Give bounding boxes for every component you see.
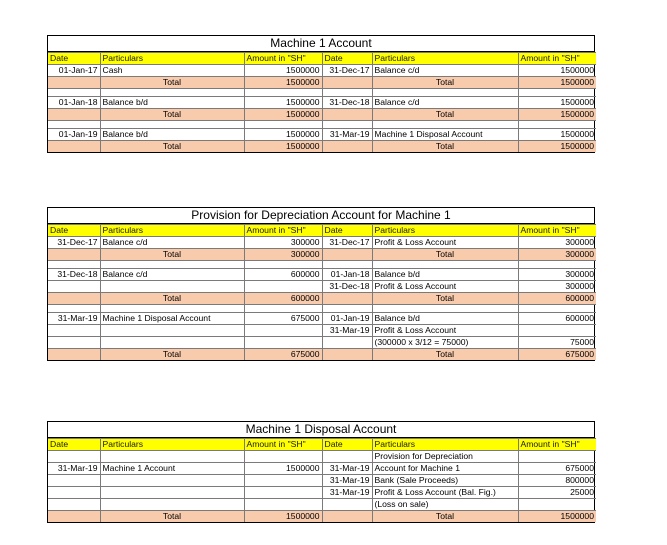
table-cell: Total (100, 109, 244, 121)
table-cell: 01-Jan-19 (48, 129, 100, 141)
total-row (48, 293, 596, 305)
table-cell (322, 499, 372, 511)
machine-1-disposal-ledger (47, 421, 595, 523)
table-cell (322, 337, 372, 349)
empty-cell (100, 89, 244, 97)
empty-cell (322, 261, 372, 269)
table-cell: Total (372, 293, 518, 305)
column-header: Amount in "SH" (518, 439, 596, 451)
table-cell: Account for Machine 1 (372, 463, 518, 475)
table-cell: (300000 x 3/12 = 75000) (372, 337, 518, 349)
empty-cell (244, 305, 322, 313)
table-cell (244, 451, 322, 463)
empty-cell (322, 89, 372, 97)
table-cell (48, 109, 100, 121)
table-cell: 31-Dec-18 (322, 281, 372, 293)
empty-cell (100, 261, 244, 269)
empty-cell (48, 121, 100, 129)
table-cell (244, 487, 322, 499)
table-cell: 31-Dec-17 (322, 237, 372, 249)
table-cell: 25000 (518, 487, 596, 499)
table-cell: 1500000 (518, 129, 596, 141)
table-row (48, 281, 596, 293)
column-header: Date (322, 439, 372, 451)
table-cell (48, 349, 100, 361)
table-cell (322, 109, 372, 121)
header-row (48, 53, 596, 65)
column-header: Particulars (100, 225, 244, 237)
table-cell: Profit & Loss Account (Bal. Fig.) (372, 487, 518, 499)
column-header: Amount in "SH" (244, 225, 322, 237)
column-header: Date (48, 53, 100, 65)
table-cell: 01-Jan-17 (48, 65, 100, 77)
column-header: Date (48, 439, 100, 451)
table-cell (518, 451, 596, 463)
empty-cell (372, 261, 518, 269)
table-row (48, 237, 596, 249)
table-row (48, 487, 596, 499)
table-cell: Balance c/d (100, 269, 244, 281)
table-cell: 675000 (244, 349, 322, 361)
table-cell: 600000 (518, 293, 596, 305)
ledger-title: Machine 1 Disposal Account (48, 422, 594, 438)
table-cell (100, 499, 244, 511)
table-cell (48, 77, 100, 89)
table-cell: 1500000 (518, 65, 596, 77)
table-cell: 1500000 (244, 463, 322, 475)
table-row (48, 499, 596, 511)
table-cell: 300000 (518, 249, 596, 261)
table-cell: 1500000 (244, 129, 322, 141)
table-cell: Balance b/d (372, 269, 518, 281)
table-cell: 1500000 (518, 141, 596, 153)
table-cell (322, 293, 372, 305)
table-cell: 01-Jan-18 (48, 97, 100, 109)
column-header: Particulars (372, 53, 518, 65)
total-row (48, 349, 596, 361)
column-header: Amount in "SH" (244, 439, 322, 451)
table-cell: Total (372, 109, 518, 121)
table-cell: Machine 1 Account (100, 463, 244, 475)
table-row (48, 269, 596, 281)
table-cell (48, 499, 100, 511)
table-cell (518, 325, 596, 337)
table-cell (100, 337, 244, 349)
table-cell: Total (372, 141, 518, 153)
table-cell: Profit & Loss Account (372, 281, 518, 293)
table-cell: Bank (Sale Proceeds) (372, 475, 518, 487)
table-cell: Balance b/d (372, 313, 518, 325)
table-cell: Provision for Depreciation (372, 451, 518, 463)
table-cell: (Loss on sale) (372, 499, 518, 511)
table-row (48, 475, 596, 487)
column-header: Particulars (372, 225, 518, 237)
column-header: Particulars (100, 439, 244, 451)
table-cell: Cash (100, 65, 244, 77)
table-cell: 31-Dec-18 (48, 269, 100, 281)
empty-cell (322, 121, 372, 129)
total-row (48, 109, 596, 121)
table-row (48, 97, 596, 109)
empty-cell (518, 121, 596, 129)
total-row (48, 249, 596, 261)
table-cell: 31-Mar-19 (322, 475, 372, 487)
ledger-table (48, 438, 596, 522)
empty-cell (518, 89, 596, 97)
table-cell: 600000 (518, 313, 596, 325)
table-cell: 300000 (518, 269, 596, 281)
table-cell: 1500000 (518, 77, 596, 89)
table-cell: 600000 (244, 293, 322, 305)
table-row (48, 451, 596, 463)
table-cell: 1500000 (244, 97, 322, 109)
table-cell (100, 451, 244, 463)
table-cell (48, 325, 100, 337)
table-cell: Balance c/d (372, 65, 518, 77)
column-header: Particulars (372, 439, 518, 451)
blank-row (48, 89, 596, 97)
table-cell (322, 349, 372, 361)
table-cell: 31-Mar-19 (322, 129, 372, 141)
table-cell: 1500000 (518, 97, 596, 109)
table-cell (100, 325, 244, 337)
blank-row (48, 121, 596, 129)
empty-cell (48, 261, 100, 269)
table-cell (48, 475, 100, 487)
table-cell (244, 325, 322, 337)
table-cell (244, 499, 322, 511)
table-cell: 31-Mar-19 (48, 313, 100, 325)
table-cell: 1500000 (244, 65, 322, 77)
table-cell: Total (100, 511, 244, 523)
table-cell (244, 281, 322, 293)
header-row (48, 225, 596, 237)
table-row (48, 463, 596, 475)
table-cell: 300000 (244, 237, 322, 249)
table-cell (322, 249, 372, 261)
table-cell: Total (372, 249, 518, 261)
empty-cell (48, 89, 100, 97)
table-cell: 675000 (518, 349, 596, 361)
empty-cell (322, 305, 372, 313)
column-header: Amount in "SH" (244, 53, 322, 65)
ledger-table (48, 52, 596, 152)
blank-row (48, 261, 596, 269)
table-cell (244, 475, 322, 487)
column-header: Date (48, 225, 100, 237)
ledger-table (48, 224, 596, 360)
ledger-title: Machine 1 Account (48, 36, 594, 52)
table-cell: 01-Jan-18 (322, 269, 372, 281)
table-cell: 31-Dec-17 (48, 237, 100, 249)
table-row (48, 313, 596, 325)
table-cell: 31-Dec-17 (322, 65, 372, 77)
table-cell: Balance c/d (100, 237, 244, 249)
table-cell: Total (372, 511, 518, 523)
table-cell (100, 487, 244, 499)
table-cell (322, 141, 372, 153)
table-cell: 300000 (518, 281, 596, 293)
empty-cell (48, 305, 100, 313)
table-cell: 1500000 (244, 511, 322, 523)
header-row (48, 439, 596, 451)
column-header: Amount in "SH" (518, 53, 596, 65)
table-cell: Total (100, 249, 244, 261)
table-row (48, 129, 596, 141)
table-cell (48, 337, 100, 349)
table-cell: Total (372, 349, 518, 361)
table-cell: 600000 (244, 269, 322, 281)
table-cell: 1500000 (244, 141, 322, 153)
table-cell: 1500000 (244, 109, 322, 121)
table-cell: Balance b/d (100, 129, 244, 141)
empty-cell (372, 89, 518, 97)
table-cell: 1500000 (244, 77, 322, 89)
table-cell: 675000 (244, 313, 322, 325)
empty-cell (518, 261, 596, 269)
table-cell: Machine 1 Disposal Account (372, 129, 518, 141)
table-cell (244, 337, 322, 349)
total-row (48, 141, 596, 153)
table-cell: Total (100, 349, 244, 361)
table-cell: Machine 1 Disposal Account (100, 313, 244, 325)
empty-cell (100, 305, 244, 313)
column-header: Amount in "SH" (518, 225, 596, 237)
table-cell (100, 475, 244, 487)
empty-cell (372, 305, 518, 313)
table-cell: Balance c/d (372, 97, 518, 109)
table-cell: 31-Mar-19 (322, 487, 372, 499)
table-cell: Balance b/d (100, 97, 244, 109)
table-cell (48, 281, 100, 293)
table-cell: Total (372, 77, 518, 89)
column-header: Date (322, 225, 372, 237)
table-cell: Total (100, 77, 244, 89)
table-row (48, 65, 596, 77)
table-cell: 675000 (518, 463, 596, 475)
empty-cell (100, 121, 244, 129)
table-cell: 75000 (518, 337, 596, 349)
ledger-title: Provision for Depreciation Account for Machine 1 (48, 208, 594, 224)
table-cell: 31-Mar-19 (322, 325, 372, 337)
table-cell: Total (100, 293, 244, 305)
total-row (48, 77, 596, 89)
column-header: Particulars (100, 53, 244, 65)
table-cell: 31-Dec-18 (322, 97, 372, 109)
empty-cell (244, 121, 322, 129)
table-cell (48, 487, 100, 499)
table-cell: Profit & Loss Account (372, 325, 518, 337)
table-cell: 31-Mar-19 (322, 463, 372, 475)
table-cell (48, 249, 100, 261)
empty-cell (244, 261, 322, 269)
machine-1-account-ledger (47, 35, 595, 153)
total-row (48, 511, 596, 523)
table-cell: Total (100, 141, 244, 153)
table-cell: 01-Jan-19 (322, 313, 372, 325)
column-header: Date (322, 53, 372, 65)
table-cell (48, 141, 100, 153)
table-cell (48, 511, 100, 523)
table-cell (48, 451, 100, 463)
table-cell: 800000 (518, 475, 596, 487)
table-cell (322, 451, 372, 463)
table-cell (322, 77, 372, 89)
table-row (48, 337, 596, 349)
table-cell (48, 293, 100, 305)
table-cell (100, 281, 244, 293)
blank-row (48, 305, 596, 313)
empty-cell (518, 305, 596, 313)
table-cell (518, 499, 596, 511)
table-cell: 1500000 (518, 109, 596, 121)
table-cell: 31-Mar-19 (48, 463, 100, 475)
provision-depreciation-ledger (47, 207, 595, 361)
table-cell: 1500000 (518, 511, 596, 523)
table-cell: 300000 (518, 237, 596, 249)
table-row (48, 325, 596, 337)
table-cell: 300000 (244, 249, 322, 261)
table-cell (322, 511, 372, 523)
table-cell: Profit & Loss Account (372, 237, 518, 249)
empty-cell (372, 121, 518, 129)
empty-cell (244, 89, 322, 97)
